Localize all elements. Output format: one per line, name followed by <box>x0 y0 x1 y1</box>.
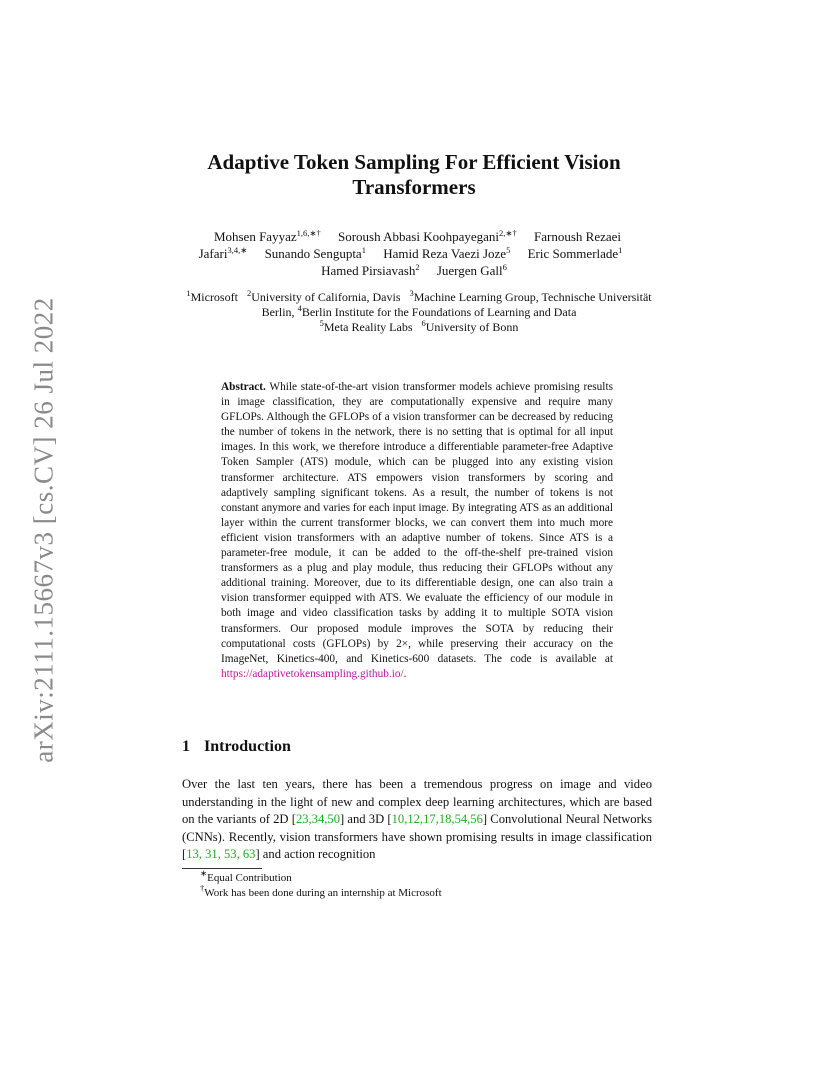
code-link[interactable]: https://adaptivetokensampling.github.io/ <box>221 667 404 680</box>
citation-link[interactable]: 13, 31, 53, 63 <box>186 847 256 862</box>
citation-link[interactable]: 10,12,17,18,54,56 <box>391 812 483 827</box>
author: Sunando Sengupta$^1$ <box>264 245 366 261</box>
author: Soroush Abbasi Koohpayegani$^{2,∗\dagger}$ <box>338 228 517 244</box>
footnotes <box>200 868 442 900</box>
affiliation: $^2$University of California, Davis <box>246 288 401 304</box>
section-number: 1 <box>182 738 190 755</box>
author: Farnoush Rezaei Jafari$^{3,4,∗}$ <box>198 229 622 261</box>
abstract: Abstract. While state-of-the-art vision transformer models achieve promising results in image classification, they are computationally expensive and require many GFLOPs. Although the GFLOPs of a vision transformer can be decreased by reducing the number of tokens in the network, there is no setting that is optimal for all input images. In this work, we therefore introduce a differentiable parameter-free Adaptive Token Sampler (ATS) module, which can be plugged into any existing vision transformer architecture. ATS empowers vision transformers by scoring and adaptively sampling significant tokens. As a result, the number of tokens is not constant anymore and varies for each input image. By integrating ATS as an additional layer within the current transformer blocks, we can convert them into much more efficient vision transformers with an adaptive number of tokens. Since ATS is a parameter-free module, it can be added to the off-the-shelf pre-trained vision transformers as a plug and play module, thus reducing their GFLOPs without any additional training. Moreover, due to its differentiable design, one can also train a vision transformer equipped with ATS. We evaluate the efficiency of our module in both image and video classification tasks by adding it to multiple SOTA vision transformers. Our proposed module improves the SOTA by reducing their computational costs (GFLOPs) by 2×, while preserving their accuracy on the ImageNet, Kinetics-400, and Kinetics-600 datasets. The code is available at https://adaptivetokensampling.github.io/. <box>221 381 613 680</box>
intro-paragraph: Over the last ten years, there has been a tremendous progress on image and video understanding in the light of new and complex deep learning architectures, which are based on the variants of 2D [23,34,50] and 3D [10,12,17,18,54,56] Convolutional Neural Networks (CNNs). Recently, vision transformers have shown promising results in image classification [13, 31, 53, 63] and action recognition <box>182 777 652 862</box>
author: Juergen Gall$^6$ <box>436 262 507 278</box>
footnote-rule <box>182 868 262 869</box>
affiliation: $^6$University of Bonn <box>421 318 519 334</box>
footnote: †Work has been done during an internship at Microsoft <box>200 882 442 899</box>
abstract-text: While state-of-the-art vision transformer models achieve promising results in image classification, they are computationally expensive and require many GFLOPs. Although the GFLOPs of a vision transformer can be decreased by reducing the number of tokens in the network, there is no setting that is optimal for all input images. In this work, we therefore introduce a differentiable parameter-free Adaptive Token Sampler (ATS) module, which can be plugged into any existing vision transformer architecture. ATS empowers vision transformers by scoring and adaptively sampling significant tokens. As a result, the number of tokens is not constant anymore and varies for each input image. By integrating ATS as an additional layer within the current transformer blocks, we can convert them into much more efficient vision transformers with an adaptive number of tokens. Since ATS is a parameter-free module, it can be added to the off-the-shelf pre-trained vision transformers as a plug and play module, thus reducing their GFLOPs without any additional training. Moreover, due to its differentiable design, one can also train a vision transformer equipped with ATS. We evaluate the efficiency of our module in both image and video classification tasks by adding it to multiple SOTA vision transformers. Our proposed module improves the SOTA by reducing their computational costs (GFLOPs) by 2×, while preserving their accuracy on the ImageNet, Kinetics-400, and Kinetics-600 datasets. The code is available at <box>221 381 613 665</box>
author: Mohsen Fayyaz$^{1,6,∗\dagger}$ <box>213 228 321 244</box>
affiliation: $^3$Machine Learning Group, Technische Universität Berlin, <box>261 288 652 319</box>
author: Hamed Pirsiavash$^2$ <box>321 262 420 278</box>
citation-link[interactable]: 23,34,50 <box>295 812 341 827</box>
author: Hamid Reza Vaezi Joze$^5$ <box>383 245 511 261</box>
footnote: ∗Equal Contribution <box>200 868 292 884</box>
section-heading <box>182 738 291 756</box>
affiliation: $^1$Microsoft <box>186 288 238 304</box>
affiliation: $^5$Meta Reality Labs <box>319 318 413 334</box>
arxiv-side-stamp: arXiv:2111.15667v3 [cs.CV] 26 Jul 2022 <box>28 297 59 763</box>
affiliation-list <box>180 290 658 335</box>
author: Eric Sommerlade$^1$ <box>527 245 623 261</box>
abstract-label: Abstract. <box>221 381 266 393</box>
section-title: Introduction <box>204 738 291 755</box>
affiliation: $^4$Berlin Institute for the Foundations of Learning and Data <box>297 303 577 319</box>
paper-title: Adaptive Token Sampling For Efficient Vision Transformers <box>207 150 621 199</box>
author-list <box>180 228 648 279</box>
